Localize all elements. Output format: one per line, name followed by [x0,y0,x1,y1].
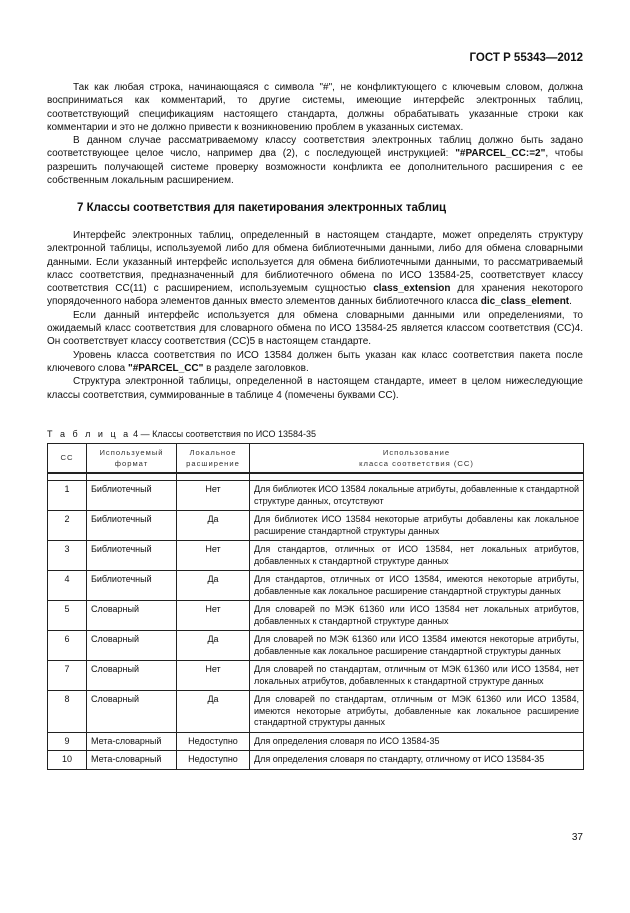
cell-cc: 5 [48,601,87,631]
cell-local-extension: Нет [177,661,250,691]
cell-cc: 2 [48,511,87,541]
section-paragraph-3: Уровень класса соответствия по ИСО 13584 должен быть указан как класс соответствия пакета после ключевого слова "#PARCEL_CC" в разделе заголовков. [47,349,583,374]
cell-format: Словарный [87,601,177,631]
cell-usage: Для словарей по МЭК 61360 или ИСО 13584 имеются некоторые атрибуты, добавленные как локальное расширение стандартной структуры данных [250,631,584,661]
table-row [48,661,584,691]
table-header-row [48,444,584,474]
cell-usage: Для словарей по стандартам, отличным от МЭК 61360 или ИСО 13584, имеются некоторые атрибуты, добавленные как локальное расширение стандартной структуры данных [250,691,584,733]
table-caption: Т а б л и ц а 4 — Классы соответствия по ИСО 13584-35 [47,429,317,439]
cell-cc: 6 [48,631,87,661]
table-row [48,751,584,770]
cell-local-extension: Да [177,631,250,661]
header-local-extension: Локальное расширение [177,444,250,474]
cell-format: Библиотечный [87,481,177,511]
section-body [47,229,583,402]
table-row [48,601,584,631]
cell-local-extension: Недоступно [177,751,250,770]
cell-cc: 9 [48,732,87,751]
cell-usage: Для библиотек ИСО 13584 локальные атрибуты, добавленные к стандартной структуре данных, отсутствуют [250,481,584,511]
section-heading: 7 Классы соответствия для пакетирования электронных таблиц [77,202,447,214]
cell-usage: Для определения словаря по стандарту, отличному от ИСО 13584-35 [250,751,584,770]
intro-paragraph-1: Так как любая строка, начинающаяся с символа "#", не конфликтующего с ключевым словом, должна восприниматься как комментарий, то другие системы, имеющие интерфейс электронных таблиц, соответствующий спецификациям настоящего стандарта, должны обрабатывать указанные строки как комментарии и это не должно привести к возникновению проблем в указанных системах. [47,82,583,133]
cell-cc: 1 [48,481,87,511]
section-paragraph-2: Если данный интерфейс используется для обмена словарными данными или определениями, то ожидаемый класс соответствия для словарного обмена по ИСО 13584-25 является классом соответствия (СС)4. Он соответствует классу соответствия (СС)5 в настоящем стандарте. [47,309,583,348]
table-row [48,691,584,733]
cell-cc: 4 [48,571,87,601]
cell-local-extension: Да [177,511,250,541]
section-paragraph-1: Интерфейс электронных таблиц, определенный в настоящем стандарте, может определять структуру электронной таблицы, используемой либо для обмена библиотечными данными, либо для обмена словарными данными. Если указанный интерфейс используется для обмена библиотечными данными, то рассматриваемый класс соответствия, предназначенный для библиотечного обмена по ИСО 13584-25, соответствует классу соответствия СС(11) с расширением, используемым сущностью class_extension для хранения некоторого упорядоченного набора элементов данных вместо элементов данных библиотечного класса dic_class_element. [47,230,583,308]
class-extension-term: class_extension [373,283,451,295]
cell-format: Мета-словарный [87,751,177,770]
intro-text [47,81,583,187]
cell-format: Словарный [87,691,177,733]
header-usage: Использование класса соответствия (СС) [250,444,584,474]
cell-local-extension: Нет [177,541,250,571]
standard-designation: ГОСТ Р 55343—2012 [469,52,583,64]
table-row [48,511,584,541]
cell-format: Библиотечный [87,511,177,541]
cell-cc: 10 [48,751,87,770]
cell-usage: Для стандартов, отличных от ИСО 13584, нет локальных атрибутов, добавленных к стандартной структуре данных [250,541,584,571]
cell-local-extension: Да [177,571,250,601]
cell-usage: Для словарей по стандартам, отличным от МЭК 61360 или ИСО 13584, нет локальных атрибутов, добавленных к стандартной структуре данных [250,661,584,691]
cell-local-extension: Да [177,691,250,733]
dic-class-element-term: dic_class_element [480,296,570,308]
table-row [48,732,584,751]
cell-format: Библиотечный [87,541,177,571]
cell-usage: Для библиотек ИСО 13584 некоторые атрибуты добавлены как локальное расширение стандартной структуры данных [250,511,584,541]
cell-local-extension: Нет [177,481,250,511]
conformance-classes-table [47,443,584,770]
cell-cc: 8 [48,691,87,733]
header-format: Используемый формат [87,444,177,474]
page-number: 37 [571,832,583,843]
cell-format: Словарный [87,661,177,691]
header-separator [48,473,584,481]
cell-format: Словарный [87,631,177,661]
cell-cc: 3 [48,541,87,571]
table-row [48,541,584,571]
cell-local-extension: Нет [177,601,250,631]
cell-usage: Для словарей по МЭК 61360 или ИСО 13584 нет локальных атрибутов, добавленных к стандартной структуре данных [250,601,584,631]
cell-usage: Для стандартов, отличных от ИСО 13584, имеются некоторые атрибуты, добавленные как локальное расширение стандартной структуры данных [250,571,584,601]
cell-format: Мета-словарный [87,732,177,751]
section-paragraph-4: Структура электронной таблицы, определенной в настоящем стандарте, имеет в целом нижеследующие классы соответствия, суммированные в таблице 4 (помечены буквами СС). [47,376,583,401]
table-row [48,571,584,601]
header-cc: СС [48,444,87,474]
intro-paragraph-2: В данном случае рассматриваемому классу соответствия электронных таблиц должно быть задано соответствующее целое число, например два (2), с последующей инструкцией: "#PARCEL_CC:=2", чтобы разрешить получающей системе проверку возможности конфликта ее дополнительного расширения с ее собственным локальным расширением. [47,135,584,187]
table-row [48,631,584,661]
cell-usage: Для определения словаря по ИСО 13584-35 [250,732,584,751]
parcel-cc-instruction: "#PARCEL_CC:=2" [455,148,546,160]
cell-local-extension: Недоступно [177,732,250,751]
table-row [48,481,584,511]
parcel-cc-keyword: "#PARCEL_CC" [127,362,204,374]
cell-format: Библиотечный [87,571,177,601]
cell-cc: 7 [48,661,87,691]
